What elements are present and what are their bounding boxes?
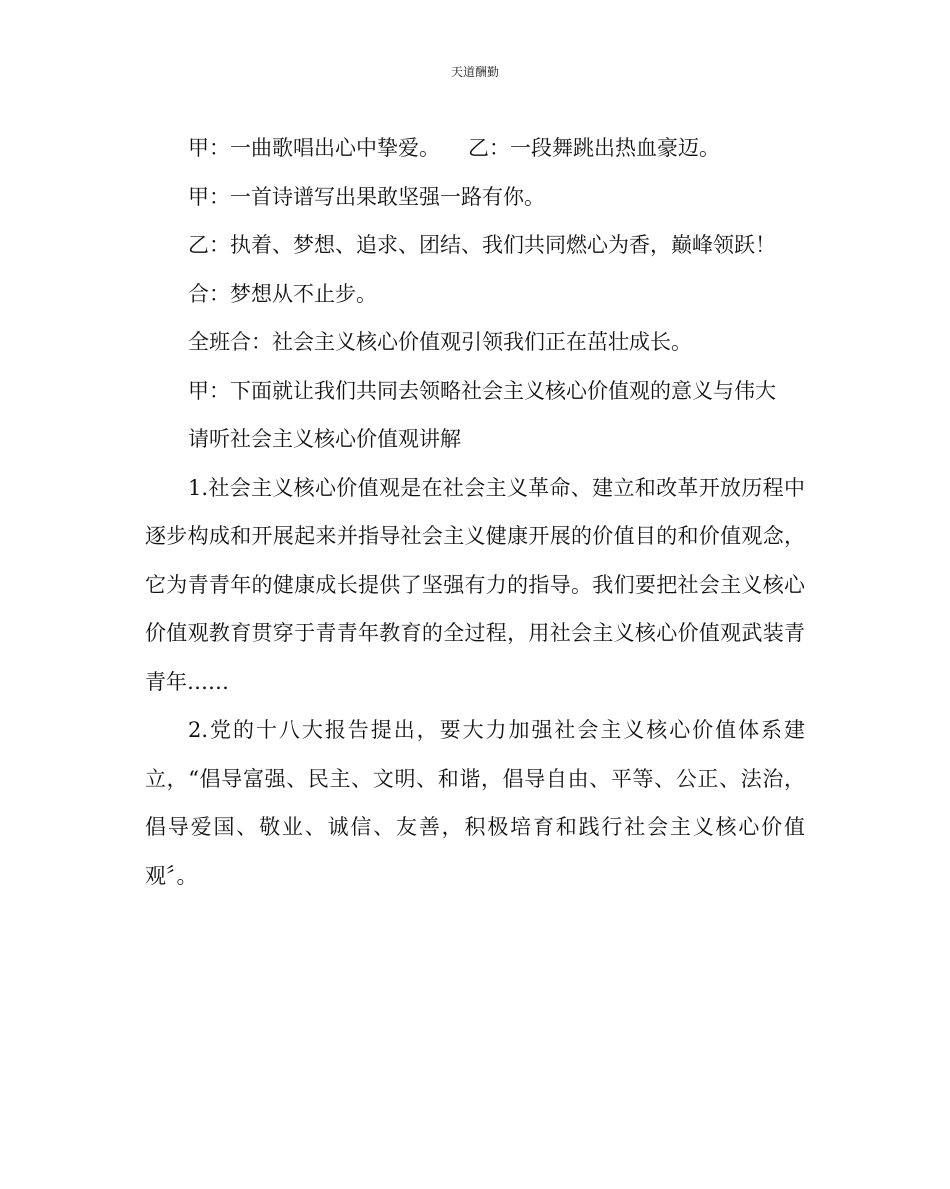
document-body (145, 124, 805, 900)
dialogue-line-6: 甲：下面就让我们共同去领略社会主义核心价值观的意义与伟大 (188, 378, 777, 403)
paragraph-point-1: 1.社会主义核心价值观是在社会主义革命、建立和改革开放历程中逐步构成和开展起来并指导社会主义健康开展的价值目的和价值观念，它为青青年的健康成长提供了坚强有力的指导。我们要把社会主义核心价值观教育贯穿于青青年教育的全过程，用社会主义核心价值观武装青青年…… (145, 475, 805, 694)
section-heading: 请听社会主义核心价值观讲解 (188, 427, 462, 451)
dialogue-line-4: 合：梦想从不止步。 (188, 281, 378, 306)
dialogue-line-5: 全班合：社会主义核心价值观引领我们正在茁壮成长。 (188, 330, 693, 354)
dialogue-line-2: 甲：一首诗谱写出果敢坚强一路有你。 (188, 184, 546, 209)
page-header: 天道酬勤 (450, 65, 499, 79)
dialogue-line-3: 乙：执着、梦想、追求、团结、我们共同燃心为香，巅峰领跃！ (188, 233, 777, 257)
dialogue-line-1-part-b: 乙：一段舞跳出热血豪迈。 (468, 136, 721, 160)
dialogue-line-1 (145, 124, 805, 173)
dialogue-line-1-part-a: 甲：一曲歌唱出心中挚爱。 (188, 136, 441, 160)
paragraph-point-2: 2.党的十八大报告提出，要大力加强社会主义核心价值体系建立，“倡导富强、民主、文明、和谐，倡导自由、平等、公正、法治，倡导爱国、敬业、诚信、友善，积极培育和践行社会主义核心价值观〞。 (145, 718, 805, 888)
